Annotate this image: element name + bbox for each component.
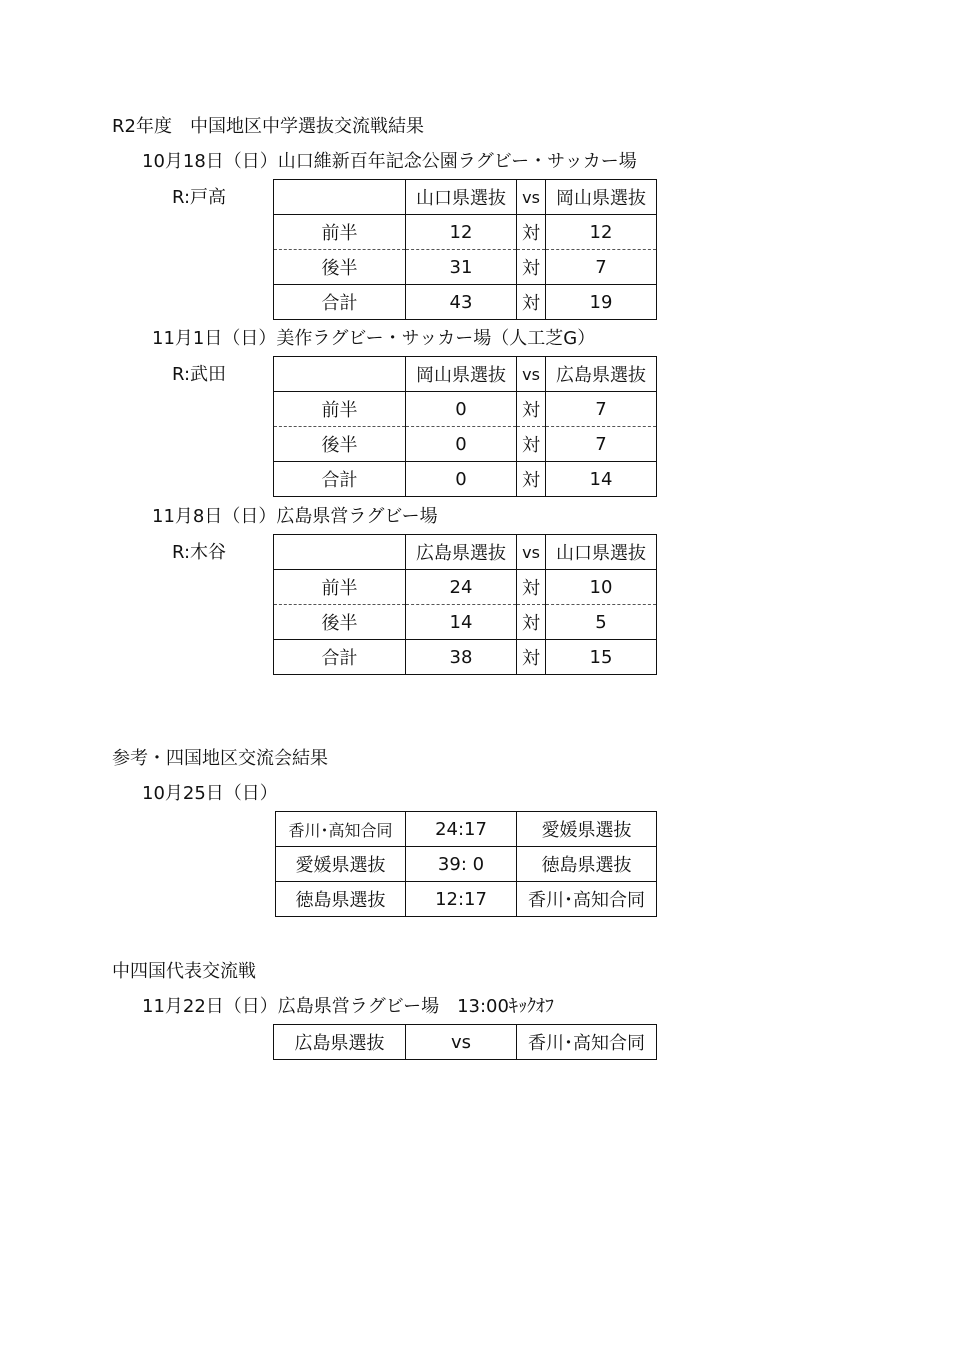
versus-sep: 対 — [517, 392, 546, 427]
team-a-score: 31 — [406, 250, 517, 285]
shikoku-date: 10月25日（日） — [142, 783, 278, 804]
period-label: 前半 — [274, 392, 406, 427]
period-label: 後半 — [274, 427, 406, 462]
versus-sep: 対 — [517, 285, 546, 320]
total-label: 合計 — [274, 285, 406, 320]
versus-sep: 対 — [517, 605, 546, 640]
vs-label: vs — [517, 180, 546, 215]
team-a-name: 広島県選抜 — [406, 535, 517, 570]
shikoku-section-title: 参考・四国地区交流会結果 — [112, 748, 328, 769]
team-b-score: 5 — [546, 605, 657, 640]
match-score: 12:17 — [406, 882, 517, 917]
team-b-total: 19 — [546, 285, 657, 320]
team-b-name: 岡山県選抜 — [546, 180, 657, 215]
team-b-score: 7 — [546, 392, 657, 427]
match-3-referee: R:木谷 — [172, 542, 227, 563]
team-b-score: 7 — [546, 250, 657, 285]
match-3-score-table — [273, 534, 657, 675]
team-a-name: 岡山県選抜 — [406, 357, 517, 392]
home-team: 愛媛県選抜 — [276, 847, 406, 882]
header-blank — [274, 180, 406, 215]
away-team: 香川･高知合同 — [517, 1025, 657, 1060]
versus-sep: 対 — [517, 427, 546, 462]
versus-sep: 対 — [517, 640, 546, 675]
team-a-score: 24 — [406, 570, 517, 605]
shikoku-results-table — [275, 811, 657, 917]
away-team: 徳島県選抜 — [517, 847, 657, 882]
period-label: 前半 — [274, 570, 406, 605]
vs-label: vs — [406, 1025, 517, 1060]
home-team: 徳島県選抜 — [276, 882, 406, 917]
match-1-referee: R:戸高 — [172, 187, 227, 208]
team-a-score: 12 — [406, 215, 517, 250]
team-a-name: 山口県選抜 — [406, 180, 517, 215]
chushikoku-section-title: 中四国代表交流戦 — [112, 961, 256, 982]
period-label: 後半 — [274, 605, 406, 640]
match-1-score-table — [273, 179, 657, 320]
home-team: 広島県選抜 — [274, 1025, 406, 1060]
match-3-date-venue: 11月8日（日）広島県営ラグビー場 — [152, 506, 438, 527]
total-label: 合計 — [274, 462, 406, 497]
match-score: 24:17 — [406, 812, 517, 847]
vs-label: vs — [517, 357, 546, 392]
period-label: 後半 — [274, 250, 406, 285]
team-b-total: 15 — [546, 640, 657, 675]
away-team: 香川･高知合同 — [517, 882, 657, 917]
team-a-score: 14 — [406, 605, 517, 640]
team-a-total: 38 — [406, 640, 517, 675]
team-a-total: 43 — [406, 285, 517, 320]
vs-label: vs — [517, 535, 546, 570]
chushikoku-match-table — [273, 1024, 657, 1060]
team-b-name: 広島県選抜 — [546, 357, 657, 392]
match-score: 39: 0 — [406, 847, 517, 882]
header-blank — [274, 357, 406, 392]
versus-sep: 対 — [517, 462, 546, 497]
versus-sep: 対 — [517, 570, 546, 605]
chushikoku-date-venue: 11月22日（日）広島県営ラグビー場 13:00ｷｯｸｵﾌ — [142, 996, 554, 1017]
team-a-total: 0 — [406, 462, 517, 497]
page-title: R2年度 中国地区中学選抜交流戦結果 — [112, 116, 424, 137]
match-2-date-venue: 11月1日（日）美作ラグビー・サッカー場（人工芝G） — [152, 328, 596, 349]
team-b-name: 山口県選抜 — [546, 535, 657, 570]
match-2-score-table — [273, 356, 657, 497]
team-b-score: 7 — [546, 427, 657, 462]
total-label: 合計 — [274, 640, 406, 675]
versus-sep: 対 — [517, 215, 546, 250]
team-b-score: 10 — [546, 570, 657, 605]
team-a-score: 0 — [406, 392, 517, 427]
away-team: 愛媛県選抜 — [517, 812, 657, 847]
team-b-score: 12 — [546, 215, 657, 250]
period-label: 前半 — [274, 215, 406, 250]
match-2-referee: R:武田 — [172, 364, 227, 385]
versus-sep: 対 — [517, 250, 546, 285]
match-1-date-venue: 10月18日（日）山口維新百年記念公園ラグビー・サッカー場 — [142, 151, 637, 172]
home-team: 香川･高知合同 — [276, 812, 406, 847]
header-blank — [274, 535, 406, 570]
team-b-total: 14 — [546, 462, 657, 497]
team-a-score: 0 — [406, 427, 517, 462]
